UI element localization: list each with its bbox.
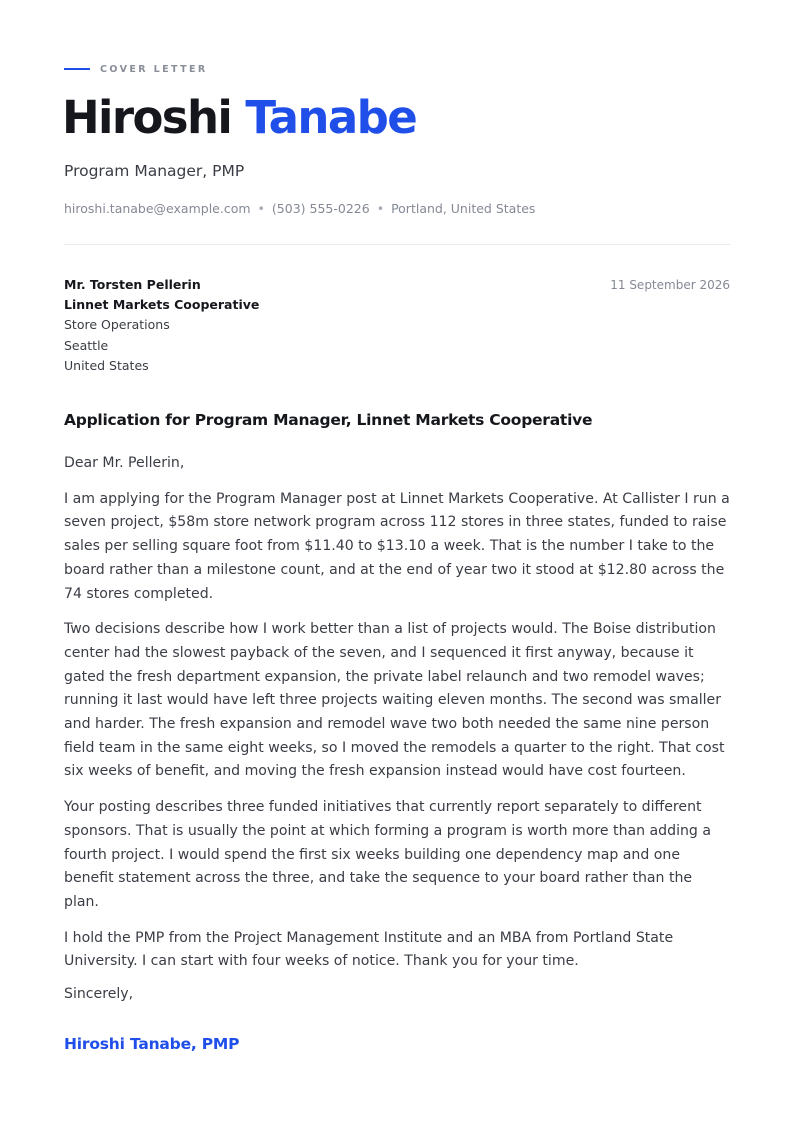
recipient-company: Linnet Markets Cooperative (64, 297, 260, 313)
contact-phone: (503) 555-0226 (271, 201, 370, 216)
letter-date: 11 September 2026 (610, 278, 730, 292)
contact-separator: • (257, 201, 265, 216)
body-paragraph: Two decisions describe how I work better than a list of projects would. The Boise distribution center had the slowest payback of the seven, and I sequenced it first anyway, because it gated the fresh department expansion, the private label relaunch and two remodel waves; running it last would have left three projects waiting eleven months. The second was smaller and harder. The fresh expansion and remodel wave two both needed the same nine person field team in the same eight weeks, so I moved the remodels a quarter to the right. That cost six weeks of benefit, and moving the fresh expansion instead would have cost fourteen. (64, 621, 725, 780)
body-paragraph: I am applying for the Program Manager post at Linnet Markets Cooperative. At Callister I run a seven project, $58m store network program across 112 stores in three states, funded to raise sales per selling square foot from $11.40 to $13.10 a week. That is the number I take to the board rather than a milestone count, and at the end of year two it stood at $12.80 across the 74 stores completed. (64, 490, 730, 602)
eyebrow-label: COVER LETTER (100, 63, 208, 75)
recipient-department: Store Operations (64, 317, 170, 333)
eyebrow (64, 62, 208, 76)
contact-line (64, 200, 535, 218)
eyebrow-accent-line (64, 68, 90, 70)
body-paragraph: Your posting describes three funded initiatives that currently report separately to different sponsors. That is usually the point at which forming a program is worth more than adding a fourth project. I would spend the first six weeks building one dependency map and one benefit statement across the three, and take the sequence to your board rather than the plan. (64, 799, 711, 910)
header-divider (64, 244, 730, 245)
letter-closing: Sincerely, (64, 986, 134, 1002)
signature: Hiroshi Tanabe, PMP (64, 1035, 240, 1053)
recipient-country: United States (64, 357, 149, 373)
recipient-city: Seattle (64, 337, 109, 353)
salutation: Dear Mr. Pellerin, (64, 455, 185, 471)
contact-separator: • (376, 201, 385, 216)
contact-location: Portland, United States (391, 201, 536, 216)
applicant-role: Program Manager, PMP (64, 162, 245, 180)
body-paragraph: I hold the PMP from the Project Management Institute and an MBA from Portland State University. I can start with four weeks of notice. Thank you for your time. (64, 929, 674, 970)
letter-body (64, 452, 730, 986)
applicant-name (62, 86, 416, 150)
recipient-block (64, 275, 259, 376)
recipient-name: Mr. Torsten Pellerin (64, 277, 201, 292)
letter-subject: Application for Program Manager, Linnet Markets Cooperative (64, 411, 593, 429)
contact-email: hiroshi.tanabe@example.com (64, 201, 251, 216)
applicant-last-name: Tanabe (245, 91, 417, 144)
applicant-first-name: Hiroshi (62, 91, 232, 144)
